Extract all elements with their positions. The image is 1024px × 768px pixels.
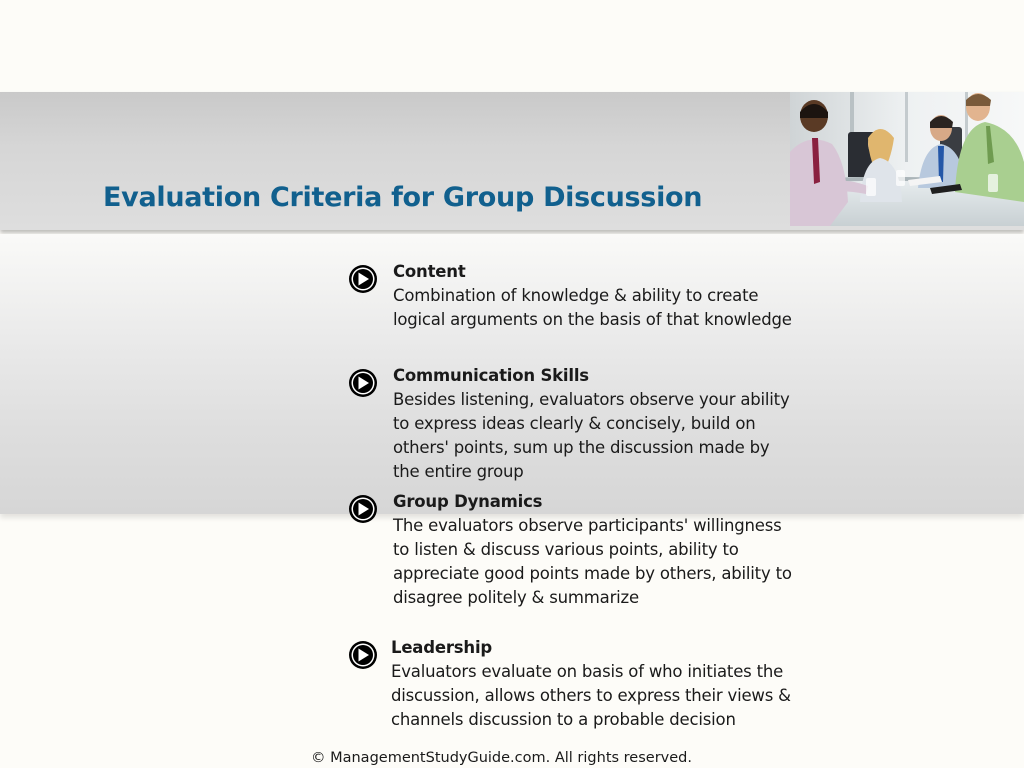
criterion-heading: Content bbox=[393, 262, 466, 281]
criterion-heading: Communication Skills bbox=[393, 366, 589, 385]
criterion-heading: Group Dynamics bbox=[393, 492, 543, 511]
play-circle-icon bbox=[348, 640, 378, 670]
criteria-list bbox=[348, 0, 798, 768]
criterion-description: Evaluators evaluate on basis of who initiates the discussion, allows others to express their views & channels discussion to a probable decision bbox=[391, 662, 791, 729]
copyright-footer: © ManagementStudyGuide.com. All rights reserved. bbox=[310, 750, 692, 766]
play-circle-icon bbox=[348, 494, 378, 524]
play-circle-icon bbox=[348, 368, 378, 398]
criterion-heading: Leadership bbox=[391, 638, 493, 657]
slide-title: Evaluation Criteria for Group Discussion bbox=[103, 182, 703, 213]
business-meeting-photo bbox=[790, 92, 1024, 226]
criterion-description: Besides listening, evaluators observe your ability to express ideas clearly & concisely, build on others' points, sum up the discussion made by the entire group bbox=[393, 390, 790, 481]
criterion-description: Combination of knowledge & ability to create logical arguments on the basis of that knowledge bbox=[393, 286, 792, 329]
play-circle-icon bbox=[348, 264, 378, 294]
criterion-description: The evaluators observe participants' willingness to listen & discuss various points, ability to appreciate good points made by others, ability to disagree politely & summarize bbox=[393, 516, 792, 607]
